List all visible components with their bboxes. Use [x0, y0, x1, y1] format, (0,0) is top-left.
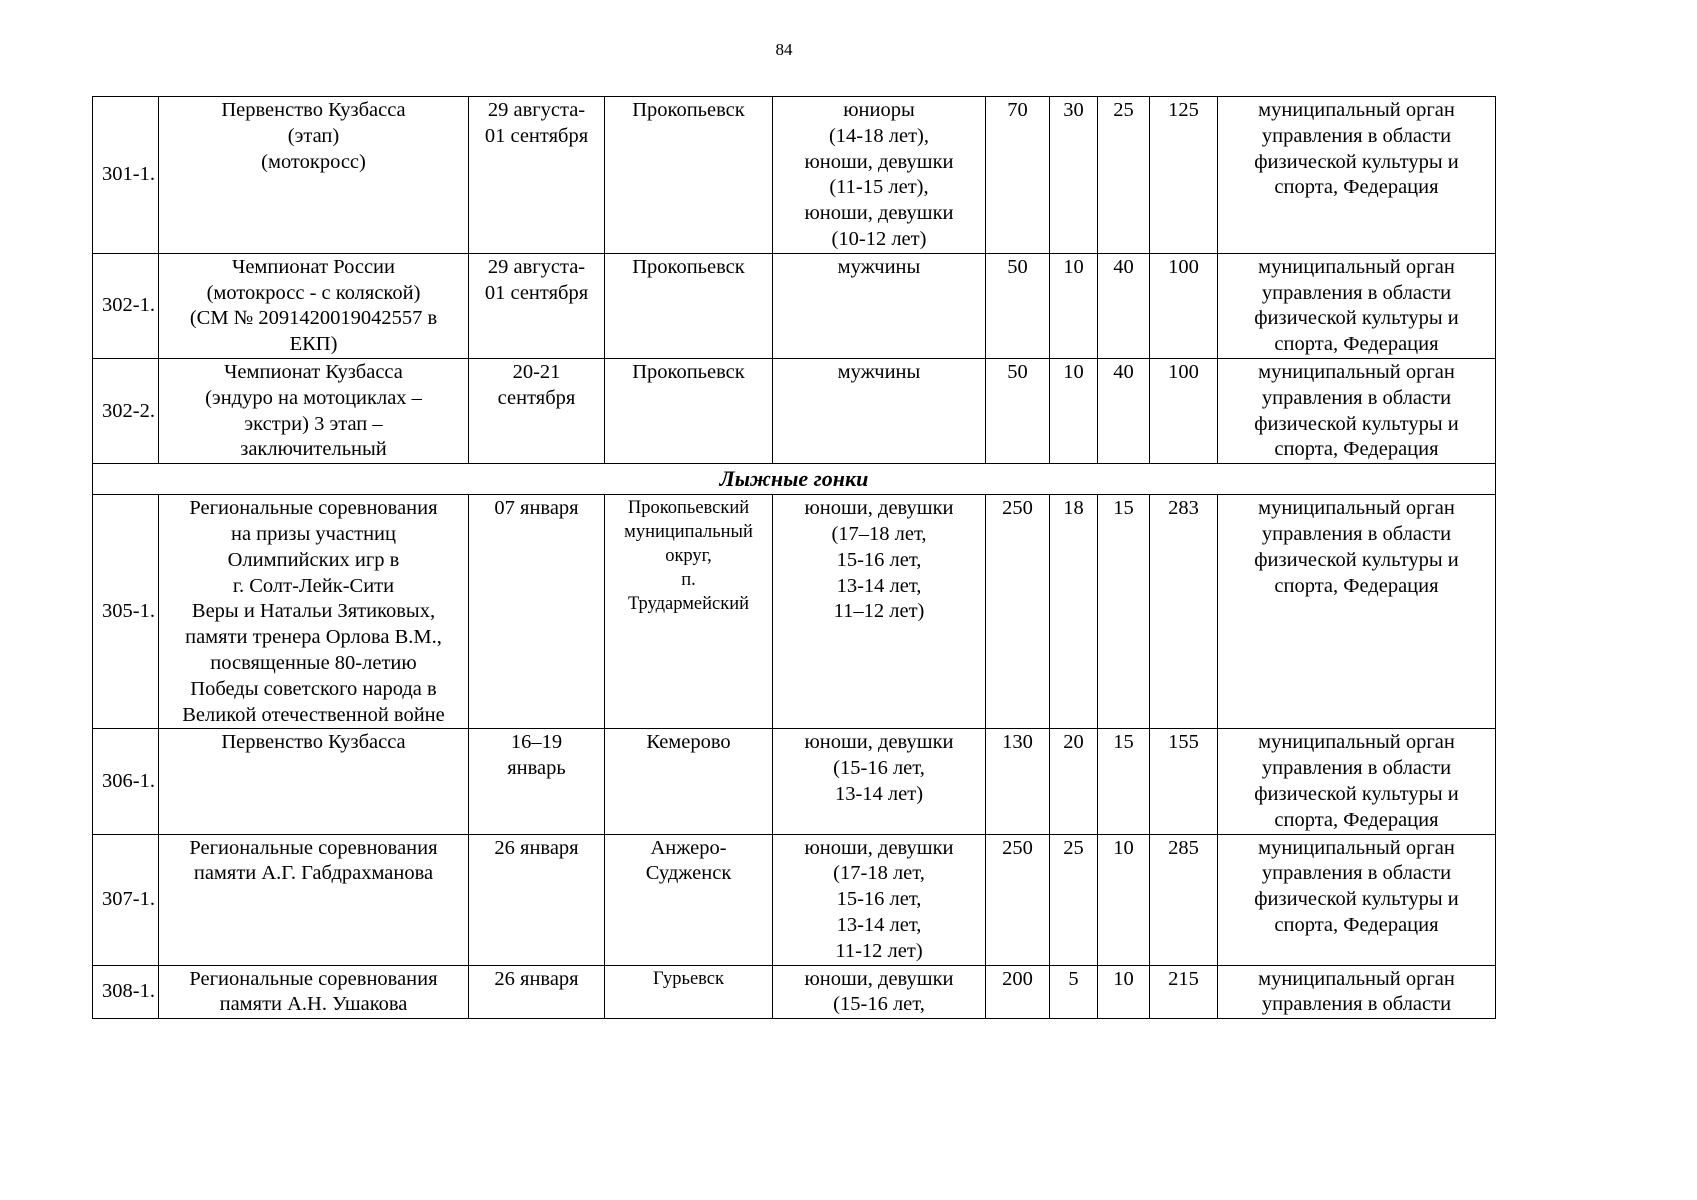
participants-count-1: 50	[986, 253, 1050, 358]
events-table	[92, 96, 1496, 1019]
event-place: Прокопьевский муниципальный округ, п. Трудармейский	[605, 495, 773, 729]
section-title: Лыжные гонки	[93, 464, 1496, 495]
event-number: 307-1.	[93, 834, 159, 965]
event-number: 301-1.	[93, 97, 159, 254]
section-row	[93, 464, 1496, 495]
event-dates: 07 января	[469, 495, 605, 729]
organizer: муниципальный орган управления в области физической культуры и спорта, Федерация	[1218, 729, 1496, 834]
participants-count-2: 25	[1050, 834, 1098, 965]
participants-count-3: 40	[1098, 358, 1150, 463]
event-place: Анжеро- Судженск	[605, 834, 773, 965]
table-row	[93, 358, 1496, 463]
participants-count-3: 15	[1098, 495, 1150, 729]
participant-category: юноши, девушки (17-18 лет, 15-16 лет, 13-14 лет, 11-12 лет)	[773, 834, 986, 965]
participants-total: 215	[1150, 965, 1218, 1019]
participant-category: мужчины	[773, 358, 986, 463]
participants-count-2: 5	[1050, 965, 1098, 1019]
participants-count-3: 10	[1098, 834, 1150, 965]
event-dates: 20-21 сентября	[469, 358, 605, 463]
participant-category: юноши, девушки (15-16 лет,	[773, 965, 986, 1019]
participants-count-1: 130	[986, 729, 1050, 834]
participants-total: 100	[1150, 253, 1218, 358]
event-place: Прокопьевск	[605, 358, 773, 463]
participants-total: 100	[1150, 358, 1218, 463]
participant-category: мужчины	[773, 253, 986, 358]
table-body	[93, 97, 1496, 1019]
event-number: 308-1.	[93, 965, 159, 1019]
organizer: муниципальный орган управления в области физической культуры и спорта, Федерация	[1218, 834, 1496, 965]
participants-total: 283	[1150, 495, 1218, 729]
event-dates: 26 января	[469, 965, 605, 1019]
participants-count-1: 250	[986, 495, 1050, 729]
event-number: 302-2.	[93, 358, 159, 463]
event-name: Первенство Кузбасса (этап) (мотокросс)	[159, 97, 469, 254]
table-row	[93, 253, 1496, 358]
event-name: Региональные соревнования памяти А.Г. Габдрахманова	[159, 834, 469, 965]
participants-count-1: 70	[986, 97, 1050, 254]
table-row	[93, 97, 1496, 254]
organizer: муниципальный орган управления в области	[1218, 965, 1496, 1019]
participants-count-2: 30	[1050, 97, 1098, 254]
participants-count-1: 50	[986, 358, 1050, 463]
event-dates: 29 августа- 01 сентября	[469, 97, 605, 254]
event-place: Кемерово	[605, 729, 773, 834]
participants-count-2: 10	[1050, 253, 1098, 358]
organizer: муниципальный орган управления в области физической культуры и спорта, Федерация	[1218, 253, 1496, 358]
event-number: 306-1.	[93, 729, 159, 834]
participant-category: юноши, девушки (15-16 лет, 13-14 лет)	[773, 729, 986, 834]
participants-count-1: 200	[986, 965, 1050, 1019]
event-dates: 16–19 январь	[469, 729, 605, 834]
event-name: Региональные соревнования памяти А.Н. Ушакова	[159, 965, 469, 1019]
participant-category: юниоры (14-18 лет), юноши, девушки (11-15 лет), юноши, девушки (10-12 лет)	[773, 97, 986, 254]
participants-count-2: 10	[1050, 358, 1098, 463]
organizer: муниципальный орган управления в области физической культуры и спорта, Федерация	[1218, 358, 1496, 463]
participants-total: 285	[1150, 834, 1218, 965]
participants-count-1: 250	[986, 834, 1050, 965]
event-number: 302-1.	[93, 253, 159, 358]
participants-count-2: 18	[1050, 495, 1098, 729]
event-place: Гурьевск	[605, 965, 773, 1019]
participants-total: 125	[1150, 97, 1218, 254]
participant-category: юноши, девушки (17–18 лет, 15-16 лет, 13-14 лет, 11–12 лет)	[773, 495, 986, 729]
table-row	[93, 729, 1496, 834]
event-name: Чемпионат России (мотокросс - с коляской) (СМ № 2091420019042557 в ЕКП)	[159, 253, 469, 358]
organizer: муниципальный орган управления в области физической культуры и спорта, Федерация	[1218, 495, 1496, 729]
event-place: Прокопьевск	[605, 253, 773, 358]
table-row	[93, 834, 1496, 965]
participants-total: 155	[1150, 729, 1218, 834]
event-name: Региональные соревнования на призы участниц Олимпийских игр в г. Солт-Лейк-Сити Веры и Натальи Зятиковых, памяти тренера Орлова В.М., посвященные 80-летию Победы советского народа в Великой отечественной войне	[159, 495, 469, 729]
organizer: муниципальный орган управления в области физической культуры и спорта, Федерация	[1218, 97, 1496, 254]
table-row	[93, 965, 1496, 1019]
event-place: Прокопьевск	[605, 97, 773, 254]
event-name: Первенство Кузбасса	[159, 729, 469, 834]
table-row	[93, 495, 1496, 729]
participants-count-3: 25	[1098, 97, 1150, 254]
participants-count-3: 15	[1098, 729, 1150, 834]
page-number: 84	[775, 40, 793, 59]
event-number: 305-1.	[93, 495, 159, 729]
event-dates: 26 января	[469, 834, 605, 965]
participants-count-2: 20	[1050, 729, 1098, 834]
event-name: Чемпионат Кузбасса (эндуро на мотоциклах – экстри) 3 этап – заключительный	[159, 358, 469, 463]
participants-count-3: 10	[1098, 965, 1150, 1019]
participants-count-3: 40	[1098, 253, 1150, 358]
event-dates: 29 августа- 01 сентября	[469, 253, 605, 358]
